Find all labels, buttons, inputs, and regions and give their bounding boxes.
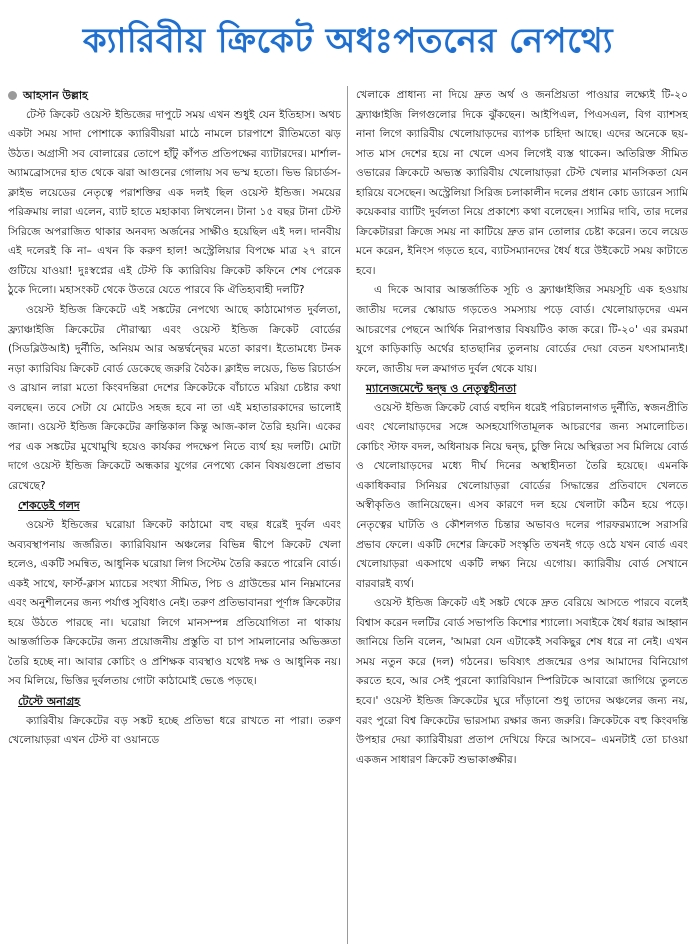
byline xyxy=(8,86,341,106)
bullet-icon xyxy=(8,91,17,100)
section-heading: টেস্টে অনাগ্রহ xyxy=(18,694,80,708)
left-column xyxy=(8,86,341,946)
paragraph: ওয়েস্ট ইন্ডিজ ক্রিকেট এই সঙ্কট থেকে দ্রুত বেরিয়ে আসতে পারবে বলেই বিশ্বাস করেন দলটির বোর্ড সভাপতি কিশোর শ্যালো। সবাইকে ধৈর্য ধরার আহ্বান জানিয়ে তিনি বলেন, 'আমরা যেন এটাকেই সবকিছুর শেষ ধরে না নেই। এখন সময় নতুন করে (দল) গঠনের। ভবিষ্যৎ প্রজন্মের ওপর আমাদের বিনিয়োগ করতে হবে, আর সেই পুরনো ক্যারিবিয়ান স্পিরিটকে আবারো জাগিয়ে তুলতে হবে।' ওয়েস্ট ইন্ডিজ ক্রিকেটের ঘুরে দাঁড়ানো শুধু তাদের অঞ্চলের জন্য নয়, বরং পুরো বিশ্ব ক্রিকেটের ভারসাম্য রক্ষার জন্য জরুরি। ক্রিকেটকে বহু কিংবদন্তি উপহার দেয়া ক্যারিবীয়রা প্রতাপ দেখিয়ে ফিরে আসবে– এমনটাই তো চাওয়া একজন সাধারণ ক্রিকেট শুভাকাঙ্ক্ষীর। xyxy=(356,597,688,766)
right-column-body xyxy=(356,86,688,770)
paragraph: টেস্ট ক্রিকেট ওয়েস্ট ইন্ডিজের দাপুটে সময় এখন শুধুই যেন ইতিহাস। অথচ একটা সময় সাদা পোশাকে ক্যারিবীয়রা মাঠে নামলে চারপাশে রীতিমতো ঝড় উঠত। অগ্রাসী সব বোলারের তোপে হাঁটু কাঁপত প্রতিপক্ষের ব্যাটারদের। মার্শাল-অ্যামব্রোসদের হাত থেকে ঝরা আগুনের গোলায় সব ভস্ম হতো। ভিভ রিচার্ডস-ক্লাইভ লয়েডের নেতৃত্বে পরাশক্তির এক দলই ছিল ওয়েস্ট ইন্ডিজ। সময়ের পরিক্রমায় লারা এলেন, ব্যাট হাতে মহাকাব্য লিখলেন। টানা ১৫ বছর টানা টেস্ট সিরিজে অপরাজিত থাকার অনবদ্য অর্জনের সাক্ষীও হয়েছিল এই দল। দানবীয় এই দলেরই কি না– এখন কি করুণ হাল! অস্ট্রেলিয়ার বিপক্ষে মাত্র ২৭ রানে গুটিয়ে যাওয়া! দুঃস্বপ্নের এই টেস্ট কি ক্যারিবিয় ক্রিকেট কফিনে শেষ পেরেক ঠুকে দিলো। মহাসংকট থেকে উতরে যেতে পারবে কি ঐতিহ্যবাহী দলটি? xyxy=(8,108,341,297)
paragraph: ওয়েস্ট ইন্ডিজের ঘরোয়া ক্রিকেট কাঠামো বহু বছর ধরেই দুর্বল এবং অব্যবস্থাপনায় জর্জরিত। ক্যারিবিয়ান অঞ্চলের বিভিন্ন দ্বীপে ক্রিকেট খেলা হলেও, একটি সমন্বিত, আধুনিক ঘরোয়া লিগ সিস্টেম তৈরি করতে পারেনি বোর্ড। একই সাথে, ফার্স্ট-ক্লাস ম্যাচের সংখ্যা সীমিত, পিচ ও গ্রাউন্ডের মান নিম্নমানের এবং অনুশীলনের জন্য পর্যাপ্ত সুবিধাও নেই। তরুণ প্রতিভাবানরা পূর্ণাঙ্গ ক্রিকেটার হয়ে উঠতে পারছে না। ঘরোয়া লিগে মানসম্পন্ন প্রতিযোগিতা না থাকায় আন্তর্জাতিক ক্রিকেটের জন্য প্রয়োজনীয় প্রস্তুতি বা চাপ সামলানোর অভিজ্ঞতা তৈরি হচ্ছে না। আবার কোচিং ও প্রশিক্ষক ব্যবস্থাও যথেষ্ট দক্ষ ও আধুনিক নয়। সব মিলিয়ে, ভিত্তির দুর্বলতায় গোটা কাঠামোই ভেঙে পড়ছে। xyxy=(8,519,341,688)
author-name: আহসান উল্লাহ xyxy=(23,89,88,102)
paragraph: খেলাকে প্রাধান্য না দিয়ে দ্রুত অর্থ ও জনপ্রিয়তা পাওয়ার লক্ষ্যেই টি-২০ ফ্র্যাঞ্চাইজি লিগগুলোর দিকে ঝুঁকছেন। আইপিএল, পিএসএল, বিগ ব্যাশসহ নানা লিগে ক্যারিবীয় খেলোয়াড়দের ব্যাপক চাহিদা আছে। এদের অনেকে ছয়-সাত মাস দেশের হয়ে না খেলে এসব লিগেই ব্যস্ত থাকেন। অতিরিক্ত সীমিত ওভারের ক্রিকেটে অভ্যস্ত ক্যারিবীয় খেলোয়াড়রা টেস্ট খেলার মানসিকতা যেন হারিয়ে বসেছেন। অস্ট্রেলিয়া সিরিজ চলাকালীন দলের প্রধান কোচ ড্যারেন স্যামি কয়েকবার ব্যাটিং দুর্বলতা নিয়ে প্রকাশ্যে কথা বলেছেন। স্যামির দাবি, তার দলের ক্রিকেটাররা ক্রিজে সময় না কাটিয়ে দ্রুত রান তোলার চেষ্টা করেন। তবে লয়েড মনে করেন, ইনিংস গড়তে হবে, ব্যাটসম্যানদের ধৈর্য ধরে উইকেটে সময় কাটাতে হবে। xyxy=(356,89,688,277)
right-column xyxy=(356,86,688,946)
article-headline: ক্যারিবীয় ক্রিকেট অধঃপতনের নেপথ্যে xyxy=(82,20,614,61)
section-heading: শেকড়েই গলদ xyxy=(18,499,80,513)
paragraph: এ দিকে আবার আন্তর্জাতিক সূচি ও ফ্র্যাঞ্চাইজির সময়সূচি এক হওয়ায় জাতীয় দলের স্কোয়াড গড়তেও সমস্যায় পড়ে বোর্ড। খেলোয়াড়দের এমন আচরণের পেছনে আর্থিক নিরাপত্তার বিষয়টিও কাজ করে। টি-২০' এর রমরমা যুগে কাড়িকাড়ি অর্থের হাতছানির তুলনায় বোর্ডের দেয়া বেতন যৎসামান্যই। ফলে, জাতীয় দল ক্রমাগত দুর্বল থেকে যায়। xyxy=(356,284,688,375)
paragraph: ক্যারিবীয় ক্রিকেটের বড় সঙ্কট হচ্ছে প্রতিভা ধরে রাখতে না পারা। তরুণ খেলোয়াড়রা এখন টেস্ট বা ওয়ানডে xyxy=(8,714,341,747)
paragraph: ওয়েস্ট ইন্ডিজ ক্রিকেট বোর্ড বহুদিন ধরেই পরিচালনাগত দুর্নীতি, স্বজনপ্রীতি এবং খেলোয়াড়দের সঙ্গে অসহযোগিতামূলক আচরণের জন্য সমালোচিত। কোচিং স্টাফ বদল, অধিনায়ক নিয়ে দ্বন্দ্ব, চুক্তি নিয়ে অস্থিরতা সব মিলিয়ে বোর্ড ও খেলোয়াড়দের মধ্যে দীর্ঘ দিনের অস্থাহীনতা তৈরি হয়েছে। এমনকি একাধিকবার সিনিয়র খেলোয়াড়রা বোর্ডের সিদ্ধান্তের প্রতিবাদে খেলতে অস্বীকৃতিও জানিয়েছেন। এসব কারণে দল হয়ে খেলাটা কঠিন হয়ে পড়ে। নেতৃত্বের ঘাটতি ও কৌশলগত চিন্তার অভাবও দলের পারফরম্যান্সে সরাসরি প্রভাব ফেলে। একটি দেশের ক্রিকেট সংস্কৃতি তখনই গড়ে ওঠে যখন বোর্ড এবং খেলোয়াড়রা একসাথে একটি লক্ষ্য নিয়ে এগোয়। ক্যারিবীয় বোর্ড সেখানে বারবারই ব্যর্থ। xyxy=(356,401,688,590)
paragraph: ওয়েস্ট ইন্ডিজ ক্রিকেটে এই সঙ্কটের নেপথ্যে আছে কাঠামোগত দুর্বলতা, ফ্র্যাঞ্চাইজি ক্রিকেটের দৌরাত্ম্য এবং ওয়েস্ট ইন্ডিজ ক্রিকেট বোর্ডের (সিডব্লিউআই) দুর্নীতি, অনিয়ম আর অন্তর্দ্বন্দ্বের মতো কারণ। ইতোমধ্যে টনক নড়া ক্যারিবিয় ক্রিকেট বোর্ড ডেকেছে জরুরি বৈঠক। ক্লাইভ লয়েড, ভিভ রিচার্ডস ও ব্রায়ান লারা মতো কিংবদন্তিরা দেশের ক্রিকেটকে বাঁচাতে মরিয়া চেষ্টার কথা বলছেন। তবে সেটা যে মোটেও সহজ হবে না তা এই মহাতারকাদের ভালোই জানা। ওয়েস্ট ইন্ডিজ ক্রিকেটের ক্রান্তিকাল কিন্তু আজ-কাল তৈরি হয়নি। একের পর এক সঙ্কটের মুখোমুখি হয়েও কার্যকর পদক্ষেপ নিতে ব্যর্থ হয় দলটি। মোটা দাগে ওয়েস্ট ইন্ডিজ ক্রিকেটে অন্ধকার যুগের নেপথ্যে কোন বিষয়গুলো প্রভাব রেখেছে? xyxy=(8,304,341,492)
column-divider xyxy=(347,86,348,944)
section-heading: ম্যানেজমেন্টে দ্বন্দ্ব ও নেতৃত্বহীনতা xyxy=(366,382,517,396)
left-column-body xyxy=(8,106,341,751)
